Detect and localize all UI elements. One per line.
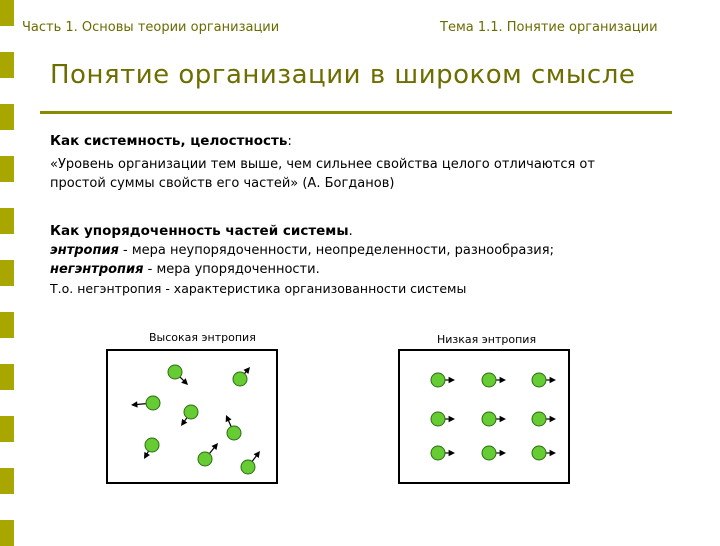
ball-icon [227,426,241,440]
ball-icon [532,373,546,387]
bogdanov-quote: «Уровень организации тем выше, чем сильнее свойства целого отличаются от простой суммы свойств его частей» (А. Богданов) [50,157,595,191]
ball-icon [431,412,445,426]
particle [532,446,556,460]
high-entropy-particles [108,351,276,482]
particle [233,367,250,386]
ball-icon [482,373,496,387]
particle [431,446,455,460]
arrowhead-icon [550,450,556,456]
ball-icon [184,405,198,419]
particle [482,373,506,387]
particle [168,365,188,385]
sidebar-block [0,78,14,104]
ball-icon [146,396,160,410]
negentropy-def: - мера упорядоченности. [143,262,320,277]
entropy-term: энтропия [50,243,119,258]
arrowhead-icon [550,416,556,422]
sidebar-block [0,390,14,416]
sidebar-stripe [0,0,14,540]
arrowhead-icon [181,419,187,426]
ball-icon [168,365,182,379]
particle [532,412,556,426]
low-entropy-label: Низкая энтропия [437,333,537,346]
ball-icon [431,373,445,387]
particle [226,415,241,440]
arrowhead-icon [254,451,260,458]
particle [144,438,159,459]
particle [431,412,455,426]
low-entropy-diagram [398,349,570,484]
high-entropy-label: Высокая энтропия [149,331,256,344]
header-topic: Тема 1.1. Понятие организации [440,20,658,35]
ball-icon [532,446,546,460]
section-systemness [50,132,670,193]
sidebar-block [0,52,14,78]
section2-heading-line [50,222,670,241]
section1-heading-suffix: : [287,133,292,149]
ball-icon [233,372,247,386]
particle [431,373,455,387]
sidebar-block [0,104,14,130]
arrowhead-icon [500,450,506,456]
title-underline [40,111,672,114]
particle [482,412,506,426]
section1-heading-line [50,132,670,151]
particle [241,451,260,474]
sidebar-block [0,442,14,468]
arrowhead-icon [449,377,455,383]
high-entropy-diagram [106,349,278,484]
page-title: Понятие организации в широком смысле [50,60,636,90]
sidebar-block [0,286,14,312]
sidebar-block [0,468,14,494]
arrowhead-icon [500,377,506,383]
negentropy-note: Т.о. негэнтропия - характеристика организованности системы [50,281,467,296]
arrowhead-icon [500,416,506,422]
sidebar-block [0,234,14,260]
sidebar-block [0,338,14,364]
entropy-definition [50,241,670,260]
ball-icon [482,412,496,426]
section2-heading: Как упорядоченность частей системы [50,223,349,239]
arrowhead-icon [449,416,455,422]
sidebar-block [0,130,14,156]
sidebar-block [0,208,14,234]
ball-icon [482,446,496,460]
sidebar-block [0,0,14,26]
section1-heading: Как системность, целостность [50,133,288,149]
particle [198,443,218,466]
arrowhead-icon [131,401,138,407]
ball-icon [198,452,212,466]
particle [181,405,198,426]
sidebar-block [0,416,14,442]
ball-icon [145,438,159,452]
sidebar-block [0,26,14,52]
arrowhead-icon [550,377,556,383]
particle [482,446,506,460]
sidebar-block [0,312,14,338]
sidebar-block [0,520,14,546]
ball-icon [532,412,546,426]
sidebar-block [0,156,14,182]
section2-heading-suffix: . [348,223,353,239]
sidebar-block [0,364,14,390]
sidebar-block [0,494,14,520]
section-order [50,222,670,298]
ball-icon [241,460,255,474]
negentropy-definition [50,260,670,279]
particle [131,396,160,410]
arrowhead-icon [449,450,455,456]
sidebar-block [0,182,14,208]
particle [532,373,556,387]
entropy-def: - мера неупорядоченности, неопределенности, разнообразия; [118,243,554,258]
header-part: Часть 1. Основы теории организации [22,20,280,35]
low-entropy-particles [400,351,568,482]
ball-icon [431,446,445,460]
sidebar-block [0,260,14,286]
negentropy-term: негэнтропия [50,262,144,277]
